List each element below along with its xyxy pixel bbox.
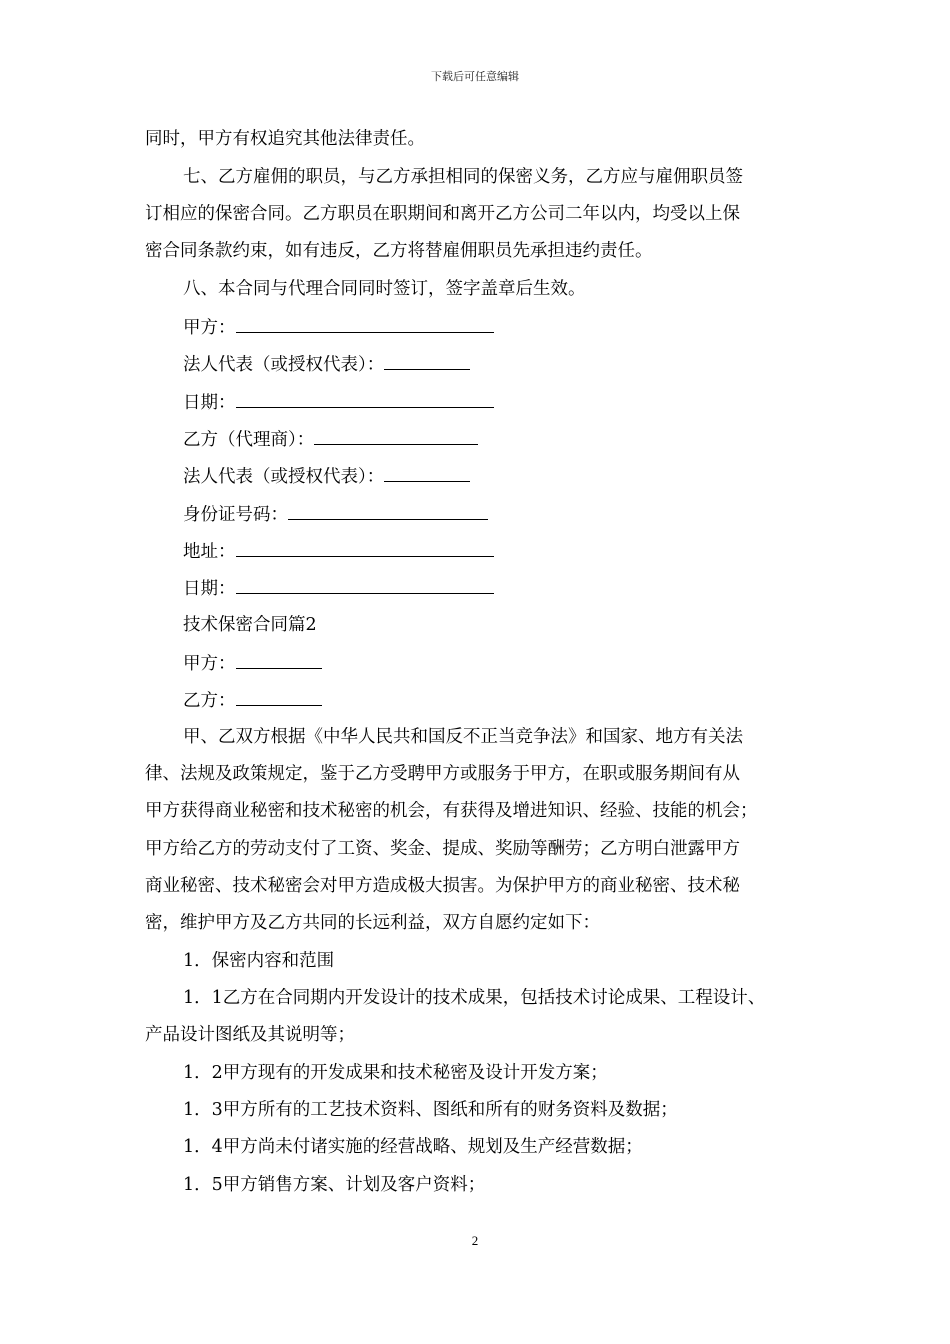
blank-line <box>314 426 478 445</box>
paragraph-line: 甲方获得商业秘密和技术秘密的机会，有获得及增进知识、经验、技能的机会； <box>145 801 758 821</box>
signature-field-id-number <box>183 501 488 527</box>
party-field-a <box>183 650 322 676</box>
paragraph-line: 律、法规及政策规定，鉴于乙方受聘甲方或服务于甲方，在职或服务期间有从 <box>145 764 740 784</box>
paragraph-line: 八、本合同与代理合同同时签订，签字盖章后生效。 <box>183 279 586 299</box>
field-label: 乙方： <box>183 691 236 711</box>
paragraph-line: 同时，甲方有权追究其他法律责任。 <box>145 129 425 149</box>
signature-field-date-b <box>183 575 494 601</box>
field-label: 甲方： <box>183 318 236 338</box>
blank-line <box>236 575 494 594</box>
field-label: 地址： <box>183 542 236 562</box>
field-label: 日期： <box>183 393 236 413</box>
signature-field-party-a <box>183 314 494 340</box>
blank-line <box>236 687 322 706</box>
section-title: 技术保密合同篇2 <box>183 615 317 635</box>
paragraph-line: 商业秘密、技术秘密会对甲方造成极大损害。为保护甲方的商业秘密、技术秘 <box>145 876 740 896</box>
field-label: 乙方（代理商）： <box>183 430 315 450</box>
signature-field-party-b <box>183 426 478 452</box>
signature-field-legal-rep-b <box>183 463 470 489</box>
page-number: 2 <box>471 1233 479 1248</box>
field-label: 身份证号码： <box>183 505 288 525</box>
clause-line: 1．2甲方现有的开发成果和技术秘密及设计开发方案； <box>183 1063 608 1083</box>
signature-field-date <box>183 389 494 415</box>
blank-line <box>288 501 488 520</box>
blank-line <box>384 463 470 482</box>
blank-line <box>236 314 494 333</box>
paragraph-line: 甲、乙双方根据《中华人民共和国反不正当竞争法》和国家、地方有关法 <box>183 727 743 747</box>
blank-line <box>236 538 494 557</box>
clause-line: 1．3甲方所有的工艺技术资料、图纸和所有的财务资料及数据； <box>183 1100 678 1120</box>
blank-line <box>236 650 322 669</box>
clause-title: 1．保密内容和范围 <box>183 951 335 971</box>
paragraph-line: 七、乙方雇佣的职员，与乙方承担相同的保密义务，乙方应与雇佣职员签 <box>183 167 743 187</box>
signature-field-address <box>183 538 494 564</box>
clause-line: 1．4甲方尚未付诸实施的经营战略、规划及生产经营数据； <box>183 1137 643 1157</box>
clause-line: 1．5甲方销售方案、计划及客户资料； <box>183 1175 486 1195</box>
paragraph-line: 密，维护甲方及乙方共同的长远利益，双方自愿约定如下： <box>145 913 600 933</box>
field-label: 日期： <box>183 579 236 599</box>
field-label: 法人代表（或授权代表）： <box>183 467 385 487</box>
paragraph-line: 甲方给乙方的劳动支付了工资、奖金、提成、奖励等酬劳；乙方明白泄露甲方 <box>145 839 740 859</box>
page-header: 下载后可任意编辑 <box>431 70 519 83</box>
clause-line: 1．1乙方在合同期内开发设计的技术成果，包括技术讨论成果、工程设计、 <box>183 988 766 1008</box>
paragraph-line: 密合同条款约束，如有违反，乙方将替雇佣职员先承担违约责任。 <box>145 241 653 261</box>
field-label: 法人代表（或授权代表）： <box>183 355 385 375</box>
blank-line <box>384 351 470 370</box>
signature-field-legal-rep <box>183 351 470 377</box>
clause-line: 产品设计图纸及其说明等； <box>145 1025 355 1045</box>
blank-line <box>236 389 494 408</box>
party-field-b <box>183 687 322 713</box>
field-label: 甲方： <box>183 654 236 674</box>
paragraph-line: 订相应的保密合同。乙方职员在职期间和离开乙方公司二年以内，均受以上保 <box>145 204 740 224</box>
